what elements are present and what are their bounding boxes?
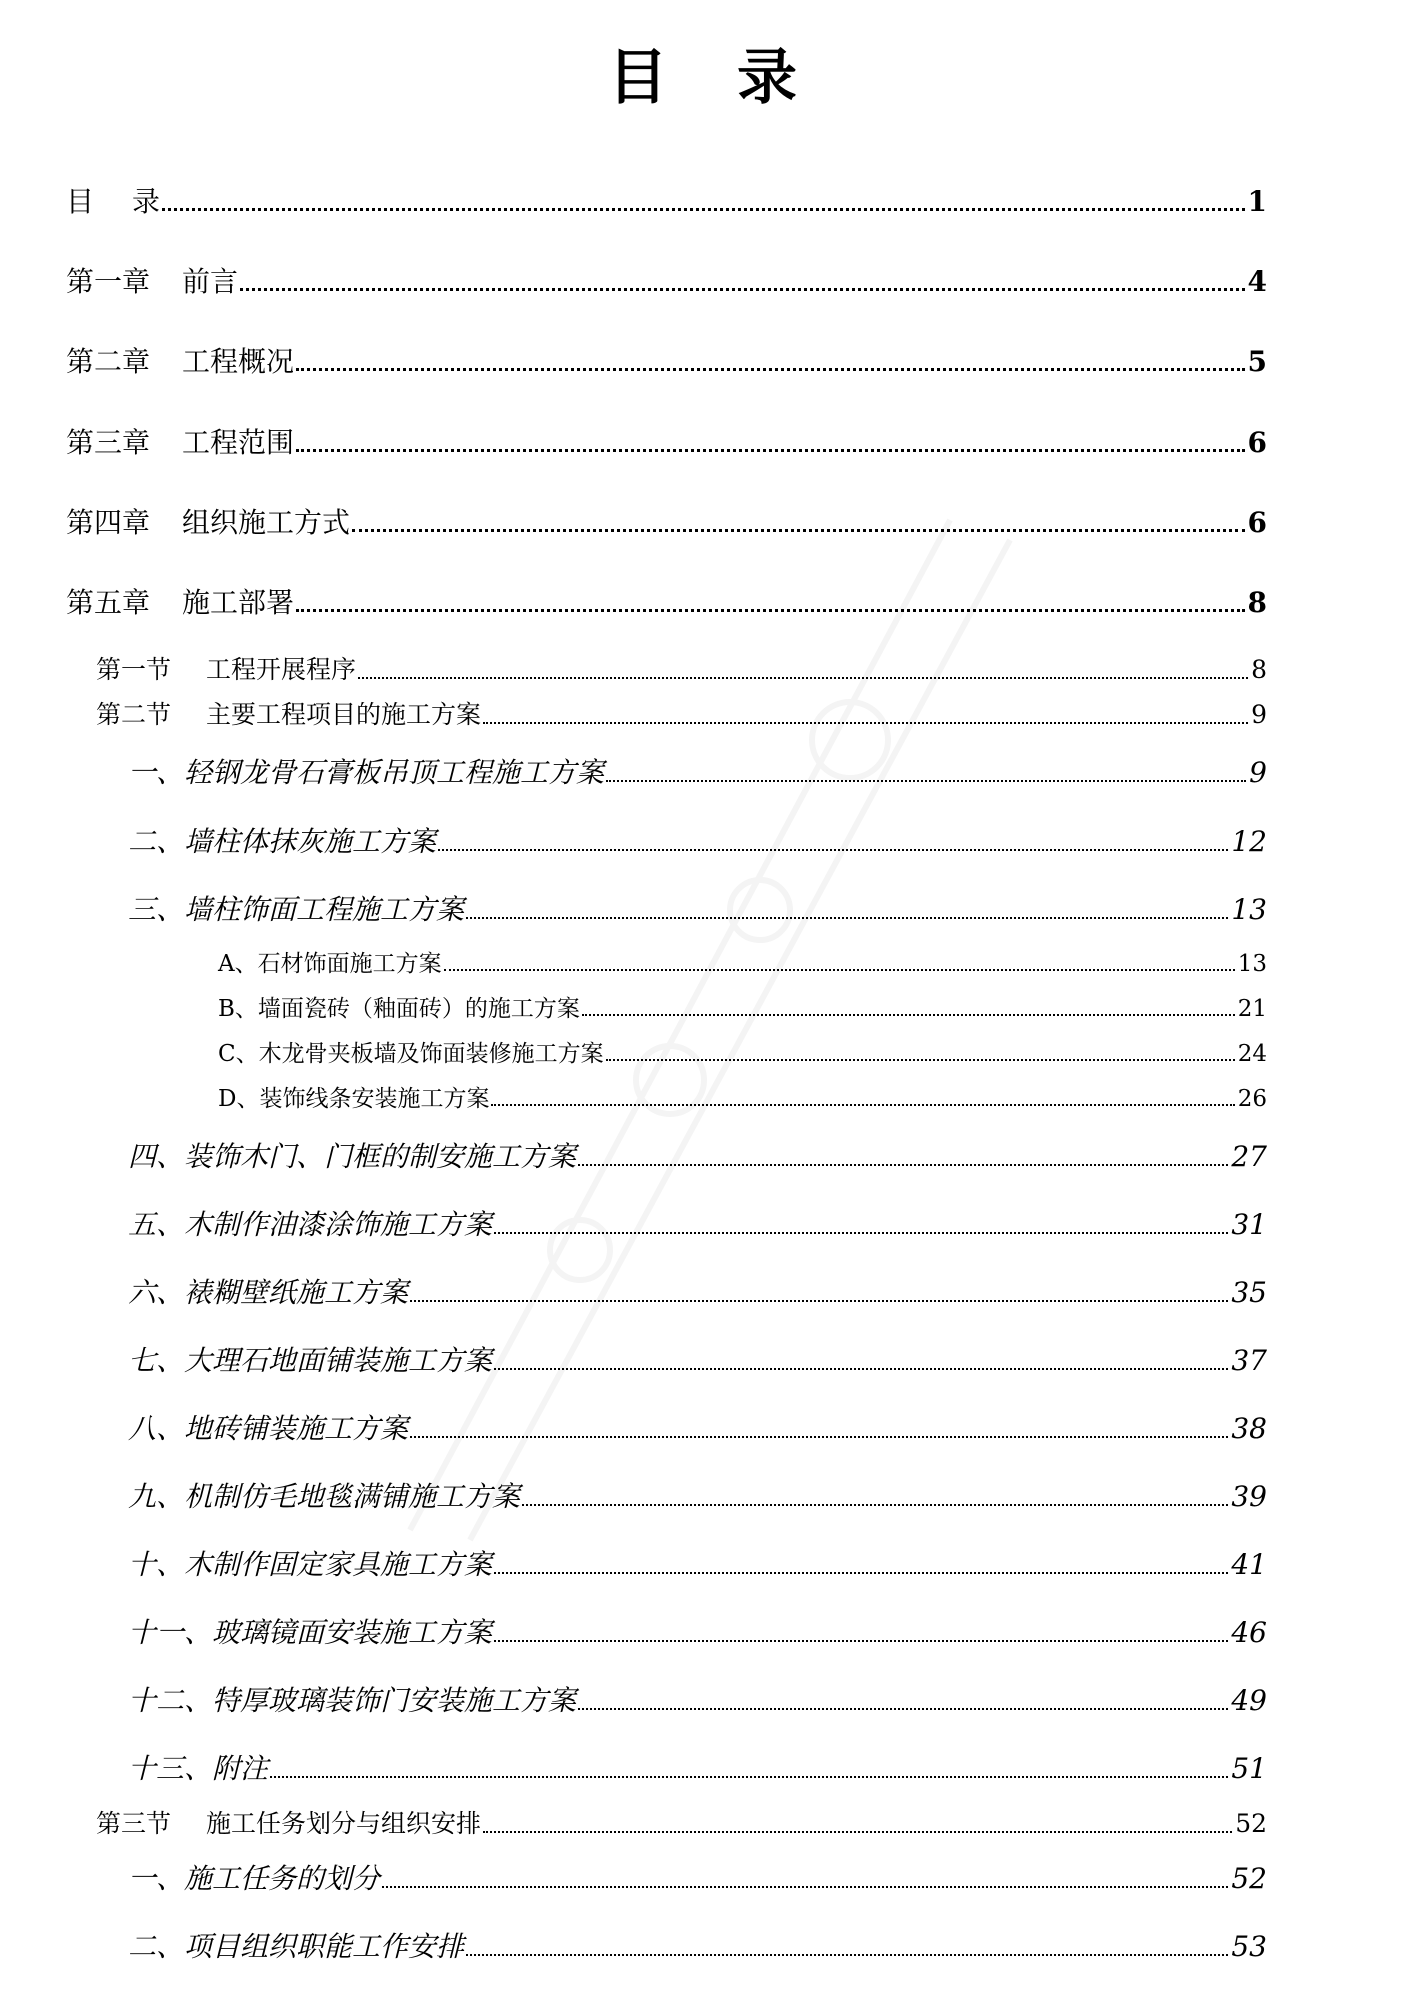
- dot-leader: [494, 1572, 1228, 1574]
- dot-leader: [494, 1368, 1228, 1370]
- section-number: 第一节: [96, 655, 172, 684]
- page-number: 51: [1231, 1752, 1267, 1785]
- dot-leader: [483, 722, 1248, 724]
- item-title: 特厚玻璃装饰门安装施工方案: [212, 1684, 577, 1717]
- item-title: 项目组织职能工作安排: [184, 1930, 465, 1963]
- dot-leader: [578, 1708, 1228, 1710]
- item-title: 施工任务的划分: [184, 1862, 381, 1895]
- page-number: 46: [1231, 1616, 1267, 1649]
- chapter-title: 施工部署: [182, 586, 295, 619]
- toc-entry-section-3[interactable]: [96, 1810, 1267, 1839]
- dot-leader: [522, 1504, 1228, 1506]
- dot-leader: [466, 1954, 1228, 1956]
- chapter-number: 第二章: [66, 345, 151, 378]
- toc-entry-chapter-4[interactable]: [66, 507, 1267, 539]
- item-number: 十三、: [128, 1752, 213, 1785]
- item-title: 地砖铺装施工方案: [184, 1412, 409, 1445]
- dot-leader: [410, 1436, 1228, 1438]
- section-title: 工程开展程序: [206, 655, 357, 684]
- page-number: 49: [1231, 1684, 1267, 1717]
- dot-leader: [494, 1640, 1228, 1642]
- page-number: 4: [1247, 265, 1267, 298]
- item-number: 七、: [128, 1344, 185, 1377]
- dot-leader: [494, 1232, 1228, 1234]
- dot-leader: [296, 449, 1245, 452]
- item-number: 十二、: [128, 1684, 213, 1717]
- toc-entry-section-2[interactable]: [96, 701, 1267, 730]
- toc-entry-subitem[interactable]: [218, 1086, 1267, 1112]
- toc-entry-item[interactable]: [128, 1413, 1267, 1445]
- page-number: 13: [1231, 893, 1267, 926]
- item-title: 机制仿毛地毯满铺施工方案: [184, 1480, 521, 1513]
- dot-leader: [358, 677, 1248, 679]
- page-number: 1: [1247, 185, 1267, 218]
- dot-leader: [352, 529, 1245, 532]
- dot-leader: [483, 1831, 1232, 1833]
- dot-leader: [582, 1014, 1235, 1016]
- item-number: 九、: [128, 1480, 185, 1513]
- item-title: 玻璃镜面安装施工方案: [212, 1616, 493, 1649]
- toc-entry-chapter-5[interactable]: [66, 587, 1267, 619]
- page-number: 38: [1231, 1412, 1267, 1445]
- item-title: 墙柱体抹灰施工方案: [184, 825, 437, 858]
- chapter-title: 组织施工方式: [182, 506, 351, 539]
- chapter-title: 前言: [182, 265, 239, 298]
- page-number: 21: [1237, 996, 1267, 1022]
- page-number: 5: [1247, 345, 1267, 378]
- chapter-title: 工程概况: [182, 345, 295, 378]
- toc-entry-item[interactable]: [128, 1277, 1267, 1309]
- toc-entry-item[interactable]: [128, 1617, 1267, 1649]
- dot-leader: [606, 1059, 1235, 1061]
- toc-entry-chapter-3[interactable]: [66, 427, 1267, 459]
- dot-leader: [162, 208, 1244, 211]
- chapter-number: 第四章: [66, 506, 151, 539]
- toc-entry-item[interactable]: [128, 1141, 1267, 1173]
- page-number: 35: [1231, 1276, 1267, 1309]
- dot-leader: [491, 1104, 1234, 1106]
- item-number: 八、: [128, 1412, 185, 1445]
- dot-leader: [270, 1776, 1228, 1778]
- toc-entry-label: 目 录: [66, 185, 161, 218]
- toc-entry-item[interactable]: [128, 1209, 1267, 1241]
- subitem-title: 石材饰面施工方案: [257, 951, 442, 977]
- section-title: 施工任务划分与组织安排: [206, 1809, 482, 1838]
- item-title: 装饰木门、门框的制安施工方案: [184, 1140, 577, 1173]
- section-number: 第三节: [96, 1809, 172, 1838]
- item-number: 四、: [128, 1140, 185, 1173]
- dot-leader: [466, 917, 1228, 919]
- dot-leader: [296, 368, 1245, 371]
- title-char: 目: [607, 43, 669, 113]
- page-number: 52: [1231, 1862, 1267, 1895]
- item-title: 裱糊壁纸施工方案: [184, 1276, 409, 1309]
- page-number: 31: [1231, 1208, 1267, 1241]
- page-number: 9: [1249, 756, 1267, 789]
- toc-entry-item[interactable]: [128, 1685, 1267, 1717]
- item-title: 墙柱饰面工程施工方案: [184, 893, 465, 926]
- dot-leader: [240, 288, 1245, 291]
- chapter-number: 第三章: [66, 426, 151, 459]
- toc-entry-item[interactable]: [128, 1481, 1267, 1513]
- toc-entry-subitem[interactable]: [218, 951, 1267, 977]
- dot-leader: [382, 1886, 1228, 1888]
- page-number: 13: [1237, 951, 1267, 977]
- subitem-number: B、: [218, 996, 258, 1022]
- toc-entry-toc[interactable]: [66, 186, 1267, 218]
- toc-entry-item[interactable]: [128, 1345, 1267, 1377]
- toc-entry-item[interactable]: [128, 1753, 1267, 1785]
- toc-entry-item[interactable]: [128, 1549, 1267, 1581]
- toc-entry-item[interactable]: [128, 826, 1267, 858]
- chapter-title: 工程范围: [182, 426, 295, 459]
- page-number: 53: [1231, 1930, 1267, 1963]
- subitem-number: C、: [218, 1041, 259, 1067]
- page-number: 8: [1247, 586, 1267, 619]
- toc-entry-section-1[interactable]: [96, 656, 1267, 685]
- section-number: 第二节: [96, 700, 172, 729]
- toc-entry-item[interactable]: [128, 1931, 1267, 1963]
- toc-entry-item[interactable]: [128, 894, 1267, 926]
- item-number: 二、: [128, 1930, 185, 1963]
- page-number: 41: [1231, 1548, 1267, 1581]
- chapter-number: 第一章: [66, 265, 151, 298]
- subitem-title: 木龙骨夹板墙及饰面装修施工方案: [258, 1041, 604, 1067]
- item-number: 十一、: [128, 1616, 213, 1649]
- dot-leader: [438, 849, 1228, 851]
- item-title: 附注: [212, 1752, 269, 1785]
- subitem-number: A、: [218, 951, 258, 977]
- toc-entry-chapter-2[interactable]: [66, 346, 1267, 378]
- item-title: 木制作油漆涂饰施工方案: [184, 1208, 493, 1241]
- title-char: 录: [737, 43, 799, 113]
- page-number: 24: [1237, 1041, 1267, 1067]
- toc-entry-item[interactable]: [128, 757, 1267, 789]
- dot-leader: [444, 969, 1235, 971]
- subitem-title: 墙面瓷砖（釉面砖）的施工方案: [257, 996, 580, 1022]
- page-number: 6: [1247, 426, 1267, 459]
- page-number: 8: [1251, 655, 1267, 684]
- item-number: 十、: [128, 1548, 185, 1581]
- toc-entry-item[interactable]: [128, 1863, 1267, 1895]
- page-number: 37: [1231, 1344, 1267, 1377]
- subitem-number: D、: [218, 1086, 260, 1112]
- item-title: 木制作固定家具施工方案: [184, 1548, 493, 1581]
- toc-entry-subitem[interactable]: [218, 1041, 1267, 1067]
- subitem-title: 装饰线条安装施工方案: [259, 1086, 490, 1112]
- page-number: 6: [1247, 506, 1267, 539]
- item-number: 六、: [128, 1276, 185, 1309]
- item-number: 五、: [128, 1208, 185, 1241]
- item-number: 一、: [128, 1862, 185, 1895]
- page-number: 26: [1237, 1086, 1267, 1112]
- item-number: 一、: [128, 756, 185, 789]
- toc-entry-subitem[interactable]: [218, 996, 1267, 1022]
- page-number: 27: [1231, 1140, 1267, 1173]
- item-title: 轻钢龙骨石膏板吊顶工程施工方案: [184, 756, 605, 789]
- item-number: 三、: [128, 893, 185, 926]
- item-title: 大理石地面铺装施工方案: [184, 1344, 493, 1377]
- dot-leader: [578, 1164, 1228, 1166]
- page-number: 52: [1235, 1809, 1267, 1838]
- section-title: 主要工程项目的施工方案: [206, 700, 482, 729]
- chapter-number: 第五章: [66, 586, 151, 619]
- toc-entry-chapter-1[interactable]: [66, 266, 1267, 298]
- item-number: 二、: [128, 825, 185, 858]
- page-title: [0, 30, 1406, 116]
- dot-leader: [606, 780, 1246, 782]
- page-number: 12: [1231, 825, 1267, 858]
- page-number: 39: [1231, 1480, 1267, 1513]
- dot-leader: [296, 609, 1245, 612]
- dot-leader: [410, 1300, 1228, 1302]
- page-number: 9: [1251, 700, 1267, 729]
